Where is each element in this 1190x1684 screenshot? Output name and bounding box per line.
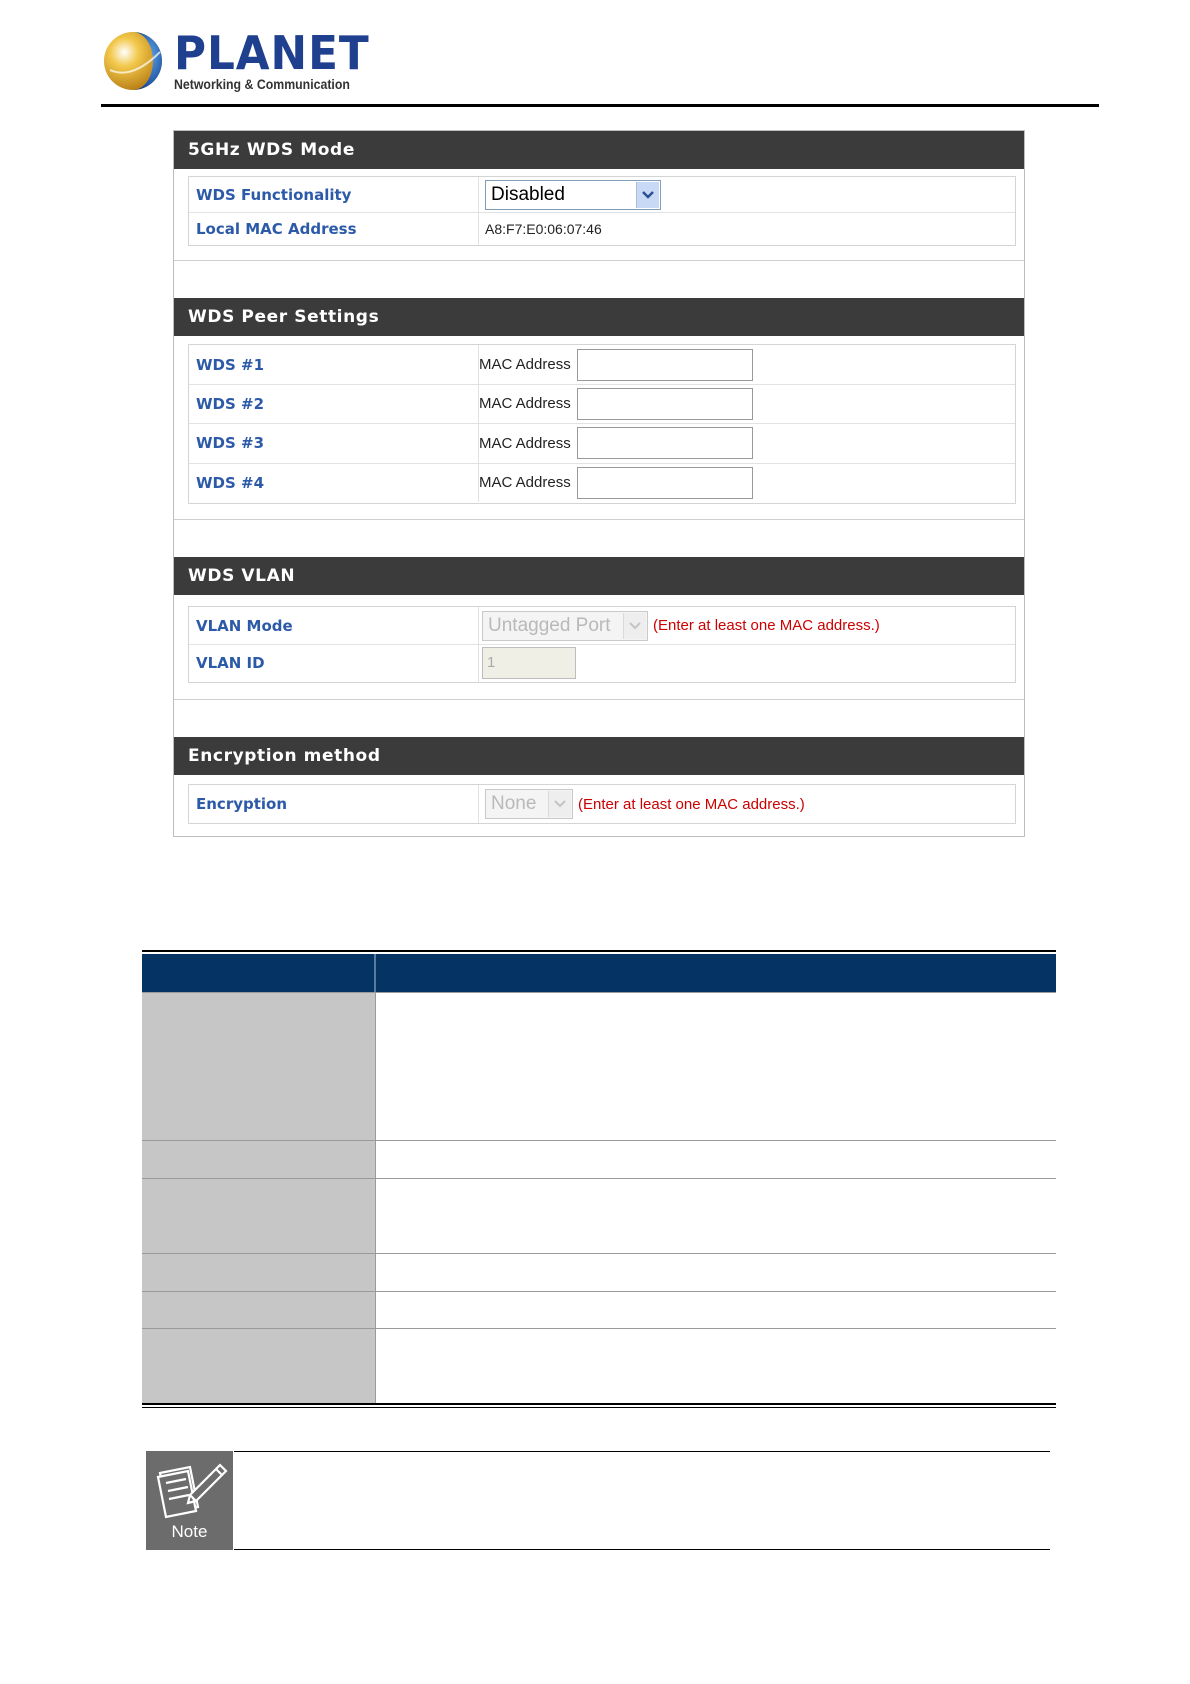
wds-peer-row [189,345,1015,385]
wds-functionality-label: WDS Functionality [196,185,352,204]
encryption-label: Encryption [196,795,288,813]
wds-4-mac-input[interactable] [577,467,753,499]
vlan-id-input[interactable]: 1 [482,647,576,679]
wds-functionality-row [189,177,1015,213]
wds-mode-box [188,176,1016,246]
encryption-select[interactable] [485,789,573,819]
section-wds-mode-title: 5GHz WDS Mode [174,131,1024,169]
notepad-pen-icon [146,1451,233,1521]
table-row [142,1140,1056,1179]
table-row [142,1253,1056,1292]
vlan-mode-select[interactable] [482,611,648,641]
mac-address-label: MAC Address [479,395,571,412]
mac-address-label: MAC Address [479,356,571,373]
section-encryption-title: Encryption method [174,737,1024,775]
peer-settings-box [188,344,1016,504]
encryption-box [188,784,1016,824]
wds-peer-row [189,384,1015,424]
mac-address-label: MAC Address [479,474,571,491]
encryption-value: None [491,793,537,814]
table-header [142,954,1056,992]
encryption-row [189,785,1015,823]
wds-peer-label: WDS #4 [196,473,265,492]
planet-logo [102,26,370,98]
mac-address-label: MAC Address [479,434,571,452]
note-icon [146,1451,233,1550]
wds-2-mac-input[interactable] [577,388,753,420]
wds-settings-screenshot [173,130,1025,837]
wds-functionality-select[interactable] [485,180,661,210]
note-rule-top [234,1451,1050,1452]
vlan-mode-label: VLAN Mode [196,616,293,635]
local-mac-label: Local MAC Address [196,219,357,238]
vlan-id-label: VLAN ID [196,654,265,672]
wds-peer-label: WDS #1 [196,355,265,374]
wds-3-mac-input[interactable] [577,427,753,459]
vlan-mode-value: Untagged Port [488,614,611,636]
table-row [142,992,1056,1141]
brand-name: PLANET [174,26,370,80]
table-row [142,1178,1056,1254]
wds-functionality-value: Disabled [491,183,565,205]
vlan-id-row [189,644,1015,682]
chevron-down-icon [623,613,646,639]
section-peer-settings-title: WDS Peer Settings [174,298,1024,336]
wds-1-mac-input[interactable] [577,349,753,381]
chevron-down-icon [636,182,659,208]
vlan-mode-warning: (Enter at least one MAC address.) [653,617,880,634]
table-row [142,1291,1056,1329]
globe-icon [102,30,164,92]
brand-tagline: Networking & Communication [174,76,350,92]
local-mac-value: A8:F7:E0:06:07:46 [485,220,602,237]
encryption-warning: (Enter at least one MAC address.) [578,795,805,813]
section-vlan-title: WDS VLAN [174,557,1024,595]
local-mac-row [189,212,1015,245]
note-label: Note [171,1522,208,1541]
header-rule [101,104,1099,107]
wds-peer-label: WDS #2 [196,394,265,413]
chevron-down-icon [548,791,571,817]
wds-peer-label: WDS #3 [196,434,265,452]
wds-peer-row [189,463,1015,502]
table-row [142,1328,1056,1404]
vlan-box [188,606,1016,683]
vlan-mode-row [189,607,1015,645]
note-rule-bottom [234,1549,1050,1550]
wds-peer-row [189,423,1015,464]
